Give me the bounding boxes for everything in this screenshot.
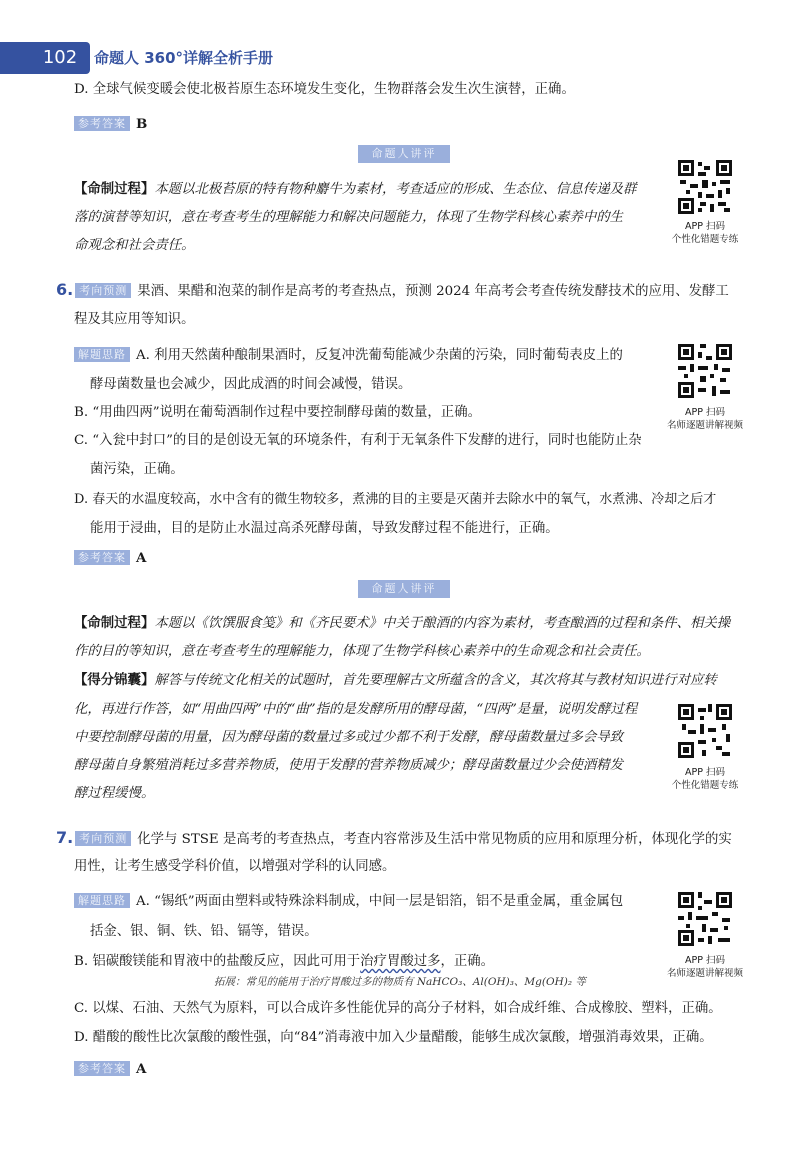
qr-code-icon[interactable] — [676, 158, 734, 216]
answer-tag: 参考答案 — [74, 550, 130, 565]
forecast-tag: 考向预测 — [75, 831, 131, 846]
q6-tip-line1 — [74, 667, 717, 694]
q5-comment-line1 — [74, 176, 636, 203]
q7-option-a-line2: 括金、银、铜、铁、铅、镉等，错误。 — [90, 924, 318, 939]
q6-a-text1: A. 利用天然菌种酿制果酒时，反复冲洗葡萄能减少杂菌的污染，同时葡萄表皮上的 — [136, 348, 623, 363]
qr-caption-line1: APP 扫码 — [685, 955, 725, 966]
q6-intro-line1 — [56, 276, 729, 305]
qr-caption-line2: 个性化错题专练 — [671, 780, 739, 791]
q7-intro-text1: 化学与 STSE 是高考的考查热点，考查内容常涉及生活中常见物质的应用和原理分析，体现化学的实 — [137, 832, 732, 847]
qr-caption-line2: 个性化错题专练 — [671, 234, 739, 245]
q6-intro-text1: 果酒、果醋和泡菜的制作是高考的考查热点，预测 2024 年高考会考查传统发酵技术的应用、发酵工 — [137, 284, 729, 299]
q5-answer-row — [74, 111, 147, 138]
analysis-tag: 解题思路 — [74, 347, 130, 362]
forecast-tag: 考向预测 — [75, 283, 131, 298]
q6-comment-line2: 作的目的等知识，意在考查考生的理解能力，体现了生物学科核心素养中的生命观念和社会责任。 — [74, 644, 650, 659]
q6-option-b: B. “用曲四两”说明在葡萄酒制作过程中要控制酵母菌的数量，正确。 — [74, 405, 481, 420]
q6-tip-line2: 化，再进行作答，如“用曲四两”中的“曲”指的是发酵所用的酵母菌，“四两”是量，说明发酵过程 — [74, 702, 638, 717]
q6-intro-line2: 程及其应用等知识。 — [74, 312, 195, 327]
qr-caption-line1: APP 扫码 — [685, 407, 725, 418]
q7-b-highlight: 治疗胃酸过多 — [360, 954, 441, 969]
q7-b-text: B. 铝碳酸镁能和胃液中的盐酸反应，因此可用于 — [74, 954, 361, 969]
q5-option-d: D. 全球气候变暖会使北极苔原生态环境发生变化，生物群落会发生次生演替，正确。 — [74, 82, 575, 97]
commentary-banner: 命题人讲评 — [358, 580, 450, 598]
q6-answer-row — [74, 545, 146, 572]
q6-answer: A — [136, 550, 147, 566]
q6-tip-line3: 中要控制酵母菌的用量，因为酵母菌的数量过多或过少都不利于发酵，酵母菌数量过多会导致 — [74, 730, 624, 745]
q7-option-b — [74, 948, 494, 975]
page-number: 102 — [42, 47, 78, 68]
q7-b-end: ，正确。 — [440, 954, 495, 969]
qr-code-icon[interactable] — [676, 890, 734, 948]
q6-tip-line4: 酵母菌自身繁殖消耗过多营养物质，使用于发酵的营养物质减少；酵母菌数量过少会使酒精发 — [74, 758, 624, 773]
q6-option-c-line1: C. “入瓮中封口”的目的是创设无氧的环境条件，有利于无氧条件下发酵的进行，同时也能防止杂 — [74, 433, 642, 448]
q7-answer-row — [74, 1056, 146, 1083]
qr-code-icon[interactable] — [676, 702, 734, 760]
qr-caption — [650, 954, 760, 980]
answer-tag: 参考答案 — [74, 116, 130, 131]
question-number: 6. — [56, 280, 74, 299]
qr-caption — [650, 766, 760, 792]
qr-caption-line1: APP 扫码 — [685, 767, 725, 778]
q7-intro-line1 — [56, 824, 732, 853]
q5-comment-line2: 落的演替等知识，意在考查考生的理解能力和解决问题能力，体现了生物学科核心素养中的生 — [74, 210, 624, 225]
q5-comment-text1: 本题以北极苔原的特有物种麝牛为素材，考查适应的形成、生态位、信息传递及群 — [154, 182, 637, 197]
q6-option-a-line2: 酵母菌数量也会减少，因此成酒的时间会减慢，错误。 — [90, 377, 412, 392]
commentary-banner: 命题人讲评 — [358, 145, 450, 163]
q6-comment-text1: 本题以《饮馔服食笺》和《齐民要术》中关于酿酒的内容为素材，考查酿酒的过程和条件、相关操 — [154, 616, 731, 631]
qr-code-icon[interactable] — [676, 342, 734, 400]
q6-comment-line1 — [74, 610, 730, 637]
qr-caption — [650, 220, 760, 246]
process-label: 【命制过程】 — [74, 615, 155, 631]
book-title: 命题人 360°详解全析手册 — [94, 49, 274, 67]
q5-answer: B — [136, 116, 148, 132]
q7-extension-note: 拓展：常见的能用于治疗胃酸过多的物质有 NaHCO₃、Al(OH)₃、Mg(OH)₂ 等 — [214, 976, 586, 988]
analysis-tag: 解题思路 — [74, 893, 130, 908]
q7-option-d: D. 醋酸的酸性比次氯酸的酸性强，向“84”消毒液中加入少量醋酸，能够生成次氯酸，增强消毒效果，正确。 — [74, 1030, 713, 1045]
tip-label: 【得分锦囊】 — [74, 672, 155, 688]
q6-tip-line5: 酵过程缓慢。 — [74, 786, 155, 801]
qr-caption-line1: APP 扫码 — [685, 221, 725, 232]
qr-caption-line2: 名师逐题讲解视频 — [666, 968, 743, 979]
q7-answer: A — [136, 1061, 147, 1077]
q6-option-d-line2: 能用于浸曲，目的是防止水温过高杀死酵母菌，导致发酵过程不能进行，正确。 — [90, 521, 559, 536]
answer-tag: 参考答案 — [74, 1061, 130, 1076]
q7-option-a-line1 — [74, 888, 623, 915]
question-number: 7. — [56, 828, 74, 847]
q7-intro-line2: 用性，让考生感受学科价值，以增强对学科的认同感。 — [74, 859, 396, 874]
q7-a-text1: A. “锡纸”两面由塑料或特殊涂料制成，中间一层是铝箔，铝不是重金属，重金属包 — [136, 894, 624, 909]
q6-option-c-line2: 菌污染，正确。 — [90, 462, 184, 477]
q6-tip-text1: 解答与传统文化相关的试题时，首先要理解古文所蕴含的含义，其次将其与教材知识进行对应转 — [154, 673, 717, 688]
process-label: 【命制过程】 — [74, 181, 155, 197]
q7-option-c: C. 以煤、石油、天然气为原料，可以合成许多性能优异的高分子材料，如合成纤维、合成橡胶、塑料，正确。 — [74, 1001, 722, 1016]
qr-caption-line2: 名师逐题讲解视频 — [666, 420, 743, 431]
q6-option-d-line1: D. 春天的水温度较高，水中含有的微生物较多，煮沸的目的主要是灭菌并去除水中的氧气，水煮沸、冷却之后才 — [74, 492, 717, 507]
q5-comment-line3: 命观念和社会责任。 — [74, 238, 195, 253]
qr-caption — [650, 406, 760, 432]
q6-option-a-line1 — [74, 342, 623, 369]
